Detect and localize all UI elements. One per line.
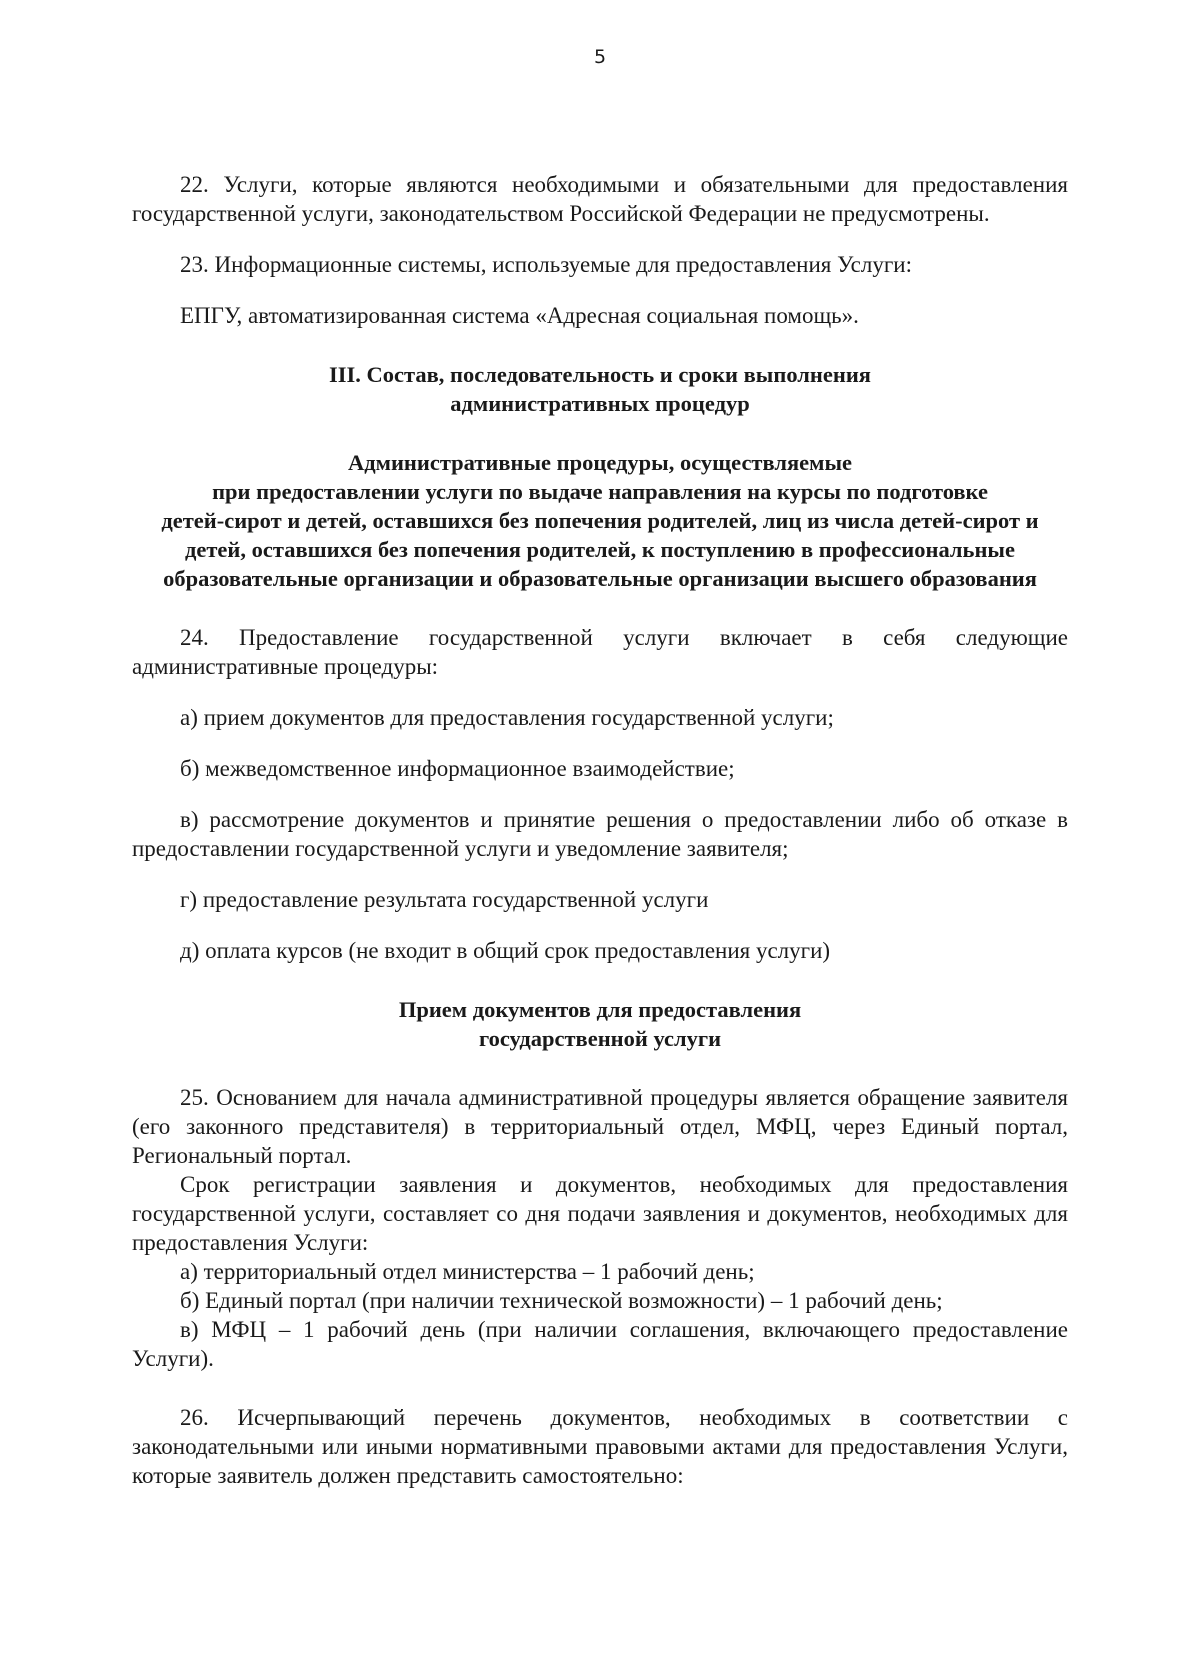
procedure-item-c: в) рассмотрение документов и принятие решения о предоставлении либо об отказе в предоставлении государственной услуги и уведомление заявителя; xyxy=(132,807,1068,861)
paragraph-22: 22. Услуги, которые являются необходимыми и обязательными для предоставления государственной услуги, законодательством Российской Федерации не предусмотрены. xyxy=(132,172,1068,226)
procedure-item-d: г) предоставление результата государственной услуги xyxy=(180,887,709,912)
term-item-a: а) территориальный отдел министерства – 1 рабочий день; xyxy=(180,1259,755,1284)
term-item-b: б) Единый портал (при наличии технической возможности) – 1 рабочий день; xyxy=(180,1288,943,1313)
procedure-item-a: а) прием документов для предоставления государственной услуги; xyxy=(180,705,834,730)
paragraph-25: 25. Основанием для начала административной процедуры является обращение заявителя (его законного представителя) в территориальный отдел, МФЦ, через Единый портал, Региональный портал. xyxy=(132,1085,1068,1168)
paragraph-25-term: Срок регистрации заявления и документов, необходимых для предоставления государственной услуги, составляет со дня подачи заявления и документов, необходимых для предоставления Услуги: xyxy=(132,1172,1068,1255)
paragraph-23-systems: ЕПГУ, автоматизированная система «Адресная социальная помощь». xyxy=(180,303,859,328)
subsection-heading xyxy=(132,448,1068,593)
document-body xyxy=(132,170,1068,1490)
subsection-heading-line-3: детей-сирот и детей, оставшихся без попечения родителей, лиц из числа детей-сирот и xyxy=(161,508,1039,533)
subsection-heading-line-5: образовательные организации и образовательные организации высшего образования xyxy=(163,566,1037,591)
paragraph-24: 24. Предоставление государственной услуги включает в себя следующие административные процедуры: xyxy=(132,625,1068,679)
section-heading xyxy=(132,360,1068,418)
reception-heading-line-1: Прием документов для предоставления xyxy=(398,997,802,1022)
reception-heading-line-2: государственной услуги xyxy=(478,1026,722,1051)
term-item-c: в) МФЦ – 1 рабочий день (при наличии соглашения, включающего предоставление Услуги). xyxy=(132,1317,1068,1371)
paragraph-26: 26. Исчерпывающий перечень документов, необходимых в соответствии с законодательными или иными нормативными правовыми актами для предоставления Услуги, которые заявитель должен представить самостоятельно: xyxy=(132,1405,1068,1488)
subsection-heading-line-4: детей, оставшихся без попечения родителей, к поступлению в профессиональные xyxy=(185,537,1015,562)
section-heading-line-1: III. Состав, последовательность и сроки выполнения xyxy=(329,362,871,387)
page-number: 5 xyxy=(593,46,607,68)
procedure-item-b: б) межведомственное информационное взаимодействие; xyxy=(180,756,735,781)
paragraph-23: 23. Информационные системы, используемые для предоставления Услуги: xyxy=(180,252,912,277)
subsection-heading-line-2: при предоставлении услуги по выдаче направления на курсы по подготовке xyxy=(212,479,988,504)
reception-heading xyxy=(132,995,1068,1053)
subsection-heading-line-1: Административные процедуры, осуществляемые xyxy=(348,450,852,475)
section-heading-line-2: административных процедур xyxy=(450,391,750,416)
procedure-item-e: д) оплата курсов (не входит в общий срок предоставления услуги) xyxy=(180,938,831,963)
